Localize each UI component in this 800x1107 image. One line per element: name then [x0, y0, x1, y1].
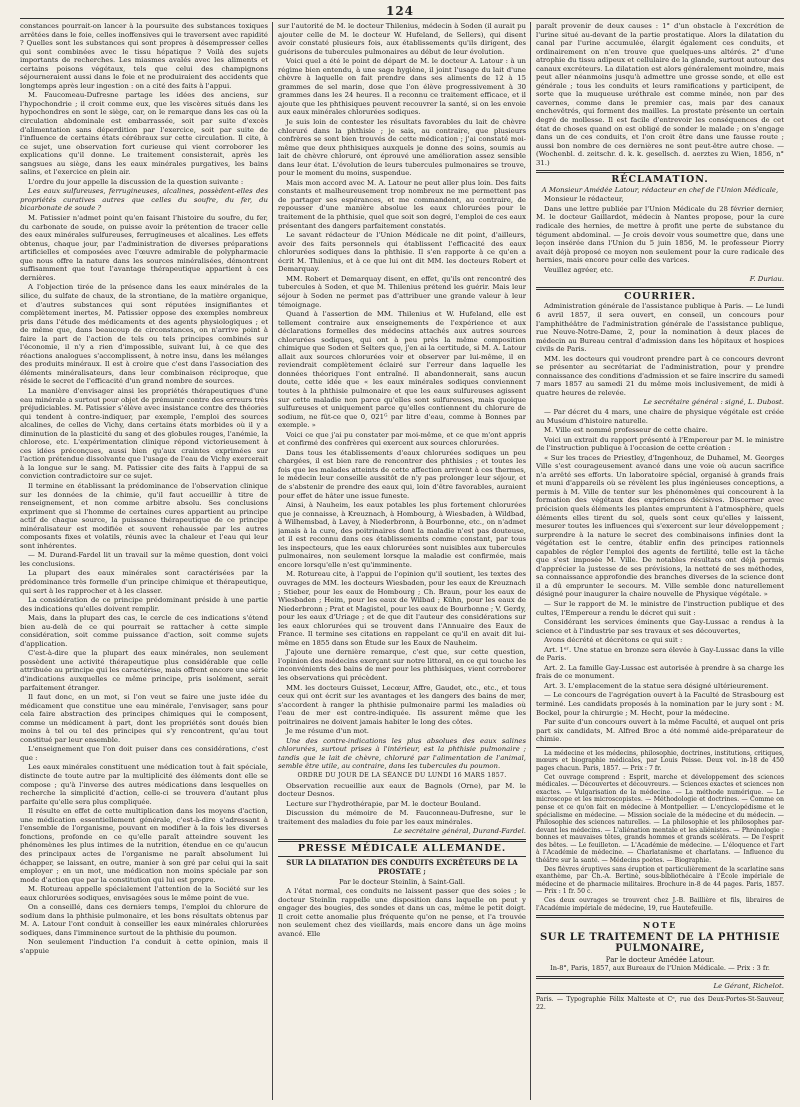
paragraph: M. Ville est nommé professeur de cette chaire.: [544, 426, 708, 435]
top-rule: [20, 18, 784, 19]
paragraph: Il résulte en effet de cette multiplication dans les moyens d'action, une médication essentiellement générale, c'est-à-dire s'adressant à l'ensemble de l'organisme, pouvant en modifier à la fois les diverses fonctions, profonde en ce qu'elle paraît atteindre souvent les phénomènes les plus intimes de la nutrition, étendue en ce qu'aucun des principaux actes de l'organisme ne paraît absolument lui échapper, se laissant, en outre, manier à son gré par celui qui la sait employer ; en un mot, une médication non moins spéciale par son mode d'action que par la constitution qui lui est propre.: [20, 807, 268, 884]
book-notice: Cet ouvrage comprend : Esprit, marche et développement des sciences médicales. — Découvertes et découvreurs. — Sciences exactes et sciences non exactes. — Vulgarisation de la médecine. — La méthode numérique. — Le microscope et les microscopistes. — Méthodologie et doctrines. — Comme on pense et ce qu'on fait en médecine à Montpellier. — L'encyclopédisme et le spécialisme en médecine. — Mission sociale de la médecine et du médecin. — Philosophie des sciences naturelles. — La philosophie et les philosophes par-devant les médecins. — L'aliénation mentale et les aliénistes. — Phrénologie : bonnes et mauvaises têtes, grands hommes et grands scélérats. — De l'esprit des bêtes. — Le feuilleton. — L'Académie de médecine. — L'éloquence et l'art à l'Académie de médecine. — Charlatanisme et charlatans. — Influence du théâtre sur la santé. — Médecins poètes. — Biographie.: [536, 773, 784, 865]
paragraph: — M. Durand-Fardel lit un travail sur la même question, dont voici les conclusions.: [20, 551, 268, 568]
paragraph: sur l'autorité de M. le docteur Thilenius, médecin à Soden (il aurait pu ajouter celle de M. le docteur W. Hufeland, de Sellers), qui disent avoir constaté plusieurs fois, aux établissements qu'ils dirigent, des guérisons de tubercules pulmonaires au début de leur évolution.: [278, 22, 526, 56]
section-heading-courrier: COURRIER.: [624, 290, 696, 302]
paragraph: C'est-à-dire que la plupart des eaux minérales, non seulement possèdent une activité thérapeutique plus considérable que celle attribuée au principe qui les caractérise, mais offrent encore une série d'indications auxquelles ce même principe, pris isolément, serait parfaitement étranger.: [20, 649, 268, 692]
paragraph: Considérant les services éminents que Gay-Lussac a rendus à la science et à l'industrie par ses travaux et ses découvertes,: [536, 618, 784, 635]
paragraph: La plupart des eaux minérales sont caractérisées par la prédominance très formelle d'un principe chimique et thérapeutique, qui sert à les rapprocher et à les classer.: [20, 569, 268, 595]
book-notice: Ces deux ouvrages se trouvent chez J.-B. Baillière et fils, libraires de l'Académie impériale de médecine, 19, rue Hautefeuille.: [536, 897, 784, 912]
paragraph: A l'objection tirée de la présence dans les eaux minérales de la silice, du sulfate de chaux, de la strontiane, de la matière organique, et d'autres substances qui sont réputées insignifiantes et complètement inertes, M. Patissier oppose des exemples nombreux pris dans l'étude des médicaments et des agents physiologiques ; et de même que, dans beaucoup de circonstances, on n'arrive point à faire la part de l'action de tels ou tels principes combinés sur l'économie, il n'y a rien d'impossible, suivant lui, à ce que des réactions analogues s'accomplissent, à notre insu, dans les mélanges des produits minéraux. Il est à croire que c'est dans l'association des éléments minéralisateurs, dans leur combinaison réciproque, que réside le secret de l'efficacité d'un grand nombre de sources.: [20, 283, 268, 386]
note-advert: [536, 921, 784, 973]
paragraph: Il faut donc, en un mot, si l'on veut se faire une juste idée du médicament que constitue une eau minérale, l'envisager, sans pour cela faire abstraction des principes chimiques qui le composent, comme un médicament à part, dont les propriétés sont doués bien moins à tel ou tel des principes qui s'y rencontrent, qu'au tout constitué par leur ensemble.: [20, 693, 268, 744]
signature-line: Le secrétaire général, Durand-Fardel.: [393, 827, 526, 836]
imprint-line: Paris. — Typographie Félix Malteste et Cᵉ, rue des Deux-Portes-St-Sauveur, 22.: [536, 996, 784, 1011]
letter-address: A Monsieur Amédée Latour, rédacteur en chef de l'Union Médicale,: [541, 185, 779, 194]
section-separator: [536, 976, 784, 979]
paragraph: Administration générale de l'assistance publique à Paris. — Le lundi 6 avril 1857, il sera ouvert, en conseil, un concours pour l'amphithéâtre de l'administration générale de l'assistance publique, rue Neuve-Notre-Dame, 2, pour la nomination à deux places de médecin au Bureau central d'admission dans les hôpitaux et hospices civils de Paris.: [536, 302, 784, 354]
signature-line: Le secrétaire général : signé, L. Dubost.: [643, 398, 784, 407]
letter-signature: F. Duriau.: [749, 275, 784, 284]
paragraph: M. Patissier n'admet point qu'en faisant l'histoire du soufre, du fer, du carbonate de soude, on puisse avoir la prétention de tracer celle des eaux minérales sulfureuses, ferrugineuses et alcalines. Les effets obtenus, chaque jour, par l'administration de diverses préparations artificielles et composées avec l'œuvre admirable de polypharmacie que nous offre la nature dans les sources minéralisées, démontrent suffisamment que tout l'avantage thérapeutique appartient à ces dernières.: [20, 214, 268, 282]
paragraph: L'enseignement que l'on doit puiser dans ces considérations, c'est que :: [20, 745, 268, 762]
book-notice: Des fièvres éruptives sans éruption et particulièrement de la scarlatine sans exanthème, par Ch.-A. Bertinè, sous-bibliothécaire à l'École impériale de médecine et de pharmacie militaires. Brochure in-8 de 44 pages. Paris, 1857. — Prix : 1 fr. 50 c.: [536, 865, 784, 896]
section-heading-presse: PRESSE MÉDICALE ALLEMANDE.: [297, 842, 507, 854]
paragraph: Discussion du mémoire de M. Fauconneau-Dufresne, sur le traitement des maladies du foie par les eaux minérales.: [278, 809, 526, 826]
column-divider: [272, 22, 273, 1100]
paragraph: MM. Robert et Demarquay disent, en effet, qu'ils ont rencontré des tubercules à Soden, et que M. Thilenius prétend les guérir. Mais leur séjour à Soden ne permet pas d'attribuer une grande valeur à leur témoignage.: [278, 274, 526, 309]
column-2: [278, 22, 526, 1102]
section-separator: [536, 170, 784, 173]
note-info: In-8°, Paris, 1857, aux Bureaux de l'Union Médicale. — Prix : 3 fr.: [550, 964, 770, 973]
paragraph: Art. 1ᵉʳ. Une statue en bronze sera élevée à Gay-Lussac dans la ville de Paris.: [536, 645, 784, 663]
paragraph: MM. les docteurs Guisset, Lecœur, Affre, Gaudet, etc., etc., et tous ceux qui ont écrit sur les avantages et les dangers des bains de mer, s'accordent à ranger la phthisie pulmonaire parmi les maladies où l'eau de mer est contre-indiquée. Ils assurent même que les poitrinaires ne doivent jamais habiter le long des côtes.: [278, 683, 526, 726]
paragraph: — Sur le rapport de M. le ministre de l'instruction publique et des cultes, l'Empereur a rendu le décret qui suit :: [536, 600, 784, 617]
column-divider: [530, 22, 531, 1100]
paragraph: Voici ce que j'ai pu constater par moi-même, et ce que m'ont appris et confirmé des confrères qui exercent aux sources chlorurées.: [278, 430, 526, 448]
page-number: 124: [385, 4, 415, 18]
paragraph: Lecture sur l'hydrothérapie, par M. le docteur Bouland.: [286, 799, 481, 808]
paragraph: La considération de ce principe prédominant préside à une partie des indications qu'elles doivent remplir.: [20, 596, 268, 613]
gerant-line: Le Gérant, Richelot.: [713, 981, 784, 990]
paragraph: M. Faucomeau-Dufresne partage les idées des anciens, sur l'hypochondrie ; il croit comme eux, que les viscères situés dans les hypochondres en sont le siège, car, on le remarque dans les cas où la circulation abdominale est embarrassée, soit par suite d'excès d'alimentation sans déperdition par l'exercice, soit par suite de l'influence de certains états cérébraux sur cette circulation. Il cite, à ce sujet, une observation fort curieuse qui vient corroborer les explications qu'il donne. Le traitement consisterait, après les sangsues au siège, dans les eaux minérales purgatives, les bains salins, et l'exercice en plein air.: [20, 91, 268, 177]
paragraph: Les eaux minérales constituent une médication tout à fait spéciale, distincte de toute autre par la multiplicité des éléments dont elle se compose ; qu'à l'inverse des autres médications dans lesquelles on recherche la simplicité d'action, celle-ci se trouvera d'autant plus parfaite qu'elle sera plus compliquée.: [20, 763, 268, 806]
section-separator: [536, 915, 784, 918]
article-author: Par le docteur Steinlin, à Saint-Gall.: [338, 877, 466, 886]
section-separator: [536, 287, 784, 290]
paragraph: Par suite d'un concours ouvert à la même Faculté, et auquel ont pris part six candidats, M. Alfred Broc a été nommé aide-préparateur de chimie.: [536, 718, 784, 744]
paragraph: Mais mon accord avec M. A. Latour ne peut aller plus loin. Des faits constants et malheureusement trop nombreux ne me permettent pas de partager ses espérances, et me commandent, au contraire, de repousser d'une manière absolue les eaux chlorurées pour le traitement de la phthisie, quel que soit son degré, l'emploi de ces eaux présentant des dangers parfaitement constatés.: [278, 178, 526, 230]
paragraph: Non seulement l'induction l'a conduit à cette opinion, mais il s'appuie: [20, 938, 268, 955]
paragraph: M. Rotureau appelle spécialement l'attention de la Société sur les eaux chlorurées sodiques, envisagées sous le même point de vue.: [20, 885, 268, 902]
column-1: [20, 22, 268, 1102]
column-3: [536, 22, 784, 1102]
paragraph: Voici un extrait du rapport présenté à l'Empereur par M. le ministre de l'instruction publique à l'occasion de cette création :: [536, 435, 784, 453]
separator: [536, 747, 784, 748]
paragraph: Mais, dans la plupart des cas, le cercle de ces indications s'étend bien au-delà de ce qui pourrait se rattacher à cette simple considération, soit comme puissance d'action, soit comme sujets d'application.: [20, 614, 268, 648]
paragraph: Il termine en établissant la prédominance de l'observation clinique sur les données de la chimie, qu'il faut accueillir à titre de renseignement, et non comme arbitre absolu. Ses conclusions expriment que si l'homme de certaines cures appartient au principe actif de chaque source, la puissance thérapeutique de ce principe minéralisateur est modifiée et souvent rehaussée par les autres composants fixes et volatils, réunis avec la chaleur et l'eau qui leur sont inhérentes.: [20, 481, 268, 550]
section-heading-reclamation: RÉCLAMATION.: [611, 174, 709, 186]
paragraph: Dans une lettre publiée par l'Union Médicale du 28 février dernier, M. le docteur Gaillardot, médecin à Nantes propose, pour la cure radicale des hernies, de mettre à profit une perte de substance du tégument abdominal. — Je crois devoir vous soumettre que, dans une leçon insérée dans l'Union du 5 juin 1856, M. le professeur Piorry avait déjà proposé ce moyen non seulement pour la cure radicale des hernies, mais encore pour celle des varices.: [536, 204, 784, 265]
paragraph: Observation recueillie aux eaux de Bagnols (Orne), par M. le docteur Desnos.: [278, 781, 526, 799]
article-heading: SUR LA DILATATION DES CONDUITS EXCRÉTEURS DE LA PROSTATE ;: [286, 858, 518, 876]
paragraph: Veuillez agréer, etc.: [544, 265, 614, 274]
paragraph: A l'état normal, ces conduits ne laissent passer que des soies ; le docteur Steinlin rappelle une disposition dans laquelle on peut y engager des bougies, des sondes et dans un cas, même le petit doigt. Il croit cette anomalie plus fréquente qu'on ne pense, et l'a trouvée non seulement chez des vieillards, mais encore dans un âge moins avancé. Elle: [278, 887, 526, 938]
section-separator: [278, 839, 526, 842]
separator: [278, 856, 526, 857]
separator: [536, 993, 784, 994]
note-title: SUR LE TRAITEMENT DE LA PHTHISIE PULMONAIRE,: [540, 931, 780, 954]
summary-italic: Une des contre-indications les plus absolues des eaux salines chlorurées, surtout prises à l'intérieur, est la phthisie pulmonaire ; tandis que le lait de chèvre, chloruré par l'alimentation de l'animal, semble être utile, au contraire, dans les tubercules du poumon.: [278, 736, 526, 771]
paragraph: Quand à l'assertion de MM. Thilenius et W. Hufeland, elle est tellement contraire aux enseignements de l'expérience et aux déclarations formelles des médecins attachés aux autres sources chlorurées sodiques, qui ont à peu près la même composition chimique que Soden et Selters que, j'en ai la certitude, si M. A. Latour allait aux sources chlorurées voir et observer par lui-même, il en reviendrait complètement éclairé sur l'erreur dans laquelle les données théoriques l'ont entraîné. Il abandonnerait, sans aucun doute, cette idée que « les eaux minérales sodiques conviennent toutes à la phthisie pulmonaire et que les eaux sulfureuses agissent sur cette maladie non parce qu'elles sont sulfureuses, mais quoique sulfureuses et uniquement parce qu'elles contiennent du chlorure de sodium, ne fût-ce que 0, 021ᴳ par litre d'eau, comme à Bonnes par exemple. »: [278, 310, 526, 430]
paragraph: paraît provenir de deux causes : 1° d'un obstacle à l'excrétion de l'urine situé au-devant de la partie prostatique. Alors la dilatation du canal par l'urine accumulée, élargit également ces conduits, et ordinairement on n'en trouve que quelques-uns altérés. 2° d'une atrophie du tissu adipeux et cellulaire de la glande, surtout autour des canaux excréteurs. La dilatation est alors généralement moindre, mais peut aller néanmoins jusqu'à admettre une grosse sonde, et elle est générale ; tous les conduits et leurs ramifications y participent, de sorte que la muqueuse uréthrale est comme minée, non par des cavernes, comme dans le premier cas, mais par des canaux enchevêtrés, qui forment des mailles. La prostate présente un certain degré de mollesse. Il est facile d'entrevoir les conséquences de cet état de choses quand on est obligé de sonder le malade ; on s'engage dans un de ces conduits, et l'on croit être dans une fausse route ; aussi bon nombre de ces dernières ne sont peut-être autre chose. — (Wochenbl. d. zeitschr. d. k. k. gesellsch. d. aerztes zu Wien, 1856, n° 31.): [536, 22, 784, 167]
paragraph: Avons décrété et décrétons ce qui suit :: [544, 636, 683, 645]
paragraph: MM. les docteurs qui voudront prendre part à ce concours devront se présenter au secrétariat de l'administration, pour y prendre connaissance des conditions d'admission et se faire inscrire du samedi 7 mars 1857 au samedi 21 du même mois inclusivement, de midi à quatre heures de relevée.: [536, 354, 784, 397]
paragraph: — Le concours de l'agrégation ouvert à la Faculté de Strasbourg est terminé. Les candidats proposés à la nomination par le jury sont : M. Bockel, pour la chirurgie ; M. Hecht, pour la médecine.: [536, 691, 784, 717]
paragraph: Voici quel a été le point de départ de M. le docteur A. Latour : à un régime bien entendu, à une sage hygiène, il joint l'usage du lait d'une chèvre à laquelle on fait prendre dans ses aliments de 12 à 15 grammes de sel marin, dose que l'on élève progressivement à 30 grammes dans les 24 heures. Il a reconnu ce traitement efficace, et il ajoute que les phthisiques peuvent recouvrer la santé, si on les envoie aux eaux minérales chlorurées sodiques.: [278, 57, 526, 117]
paragraph: M. Rotureau cite, à l'appui de l'opinion qu'il soutient, les textes des ouvrages de MM. les docteurs Wiesbaden, pour les eaux de Kreuznach ; Stieber, pour les eaux de Hombourg ; Ch. Braun, pour les eaux de Wiesbaden ; Heim, pour les eaux de Wilbad ; Kühn, pour les eaux de Niederbronn ; Prat et Magistel, pour les eaux de Bourbonne ; V. Gerdy, pour les eaux d'Uriage ; et de que dit l'auteur des considérations sur les eaux chlorurées qui se trouvent dans l'Annuaire des Eaux de France. Il termine ses citations en rappelant ce qu'il en avait dit lui-même en 1855 dans son Étude sur les Eaux de Nauheim.: [278, 570, 526, 647]
paragraph: Dans tous les établissements d'eaux chlorurées sodiques un peu chargées, il est bien rare de rencontrer des phthisies ; et toutes les fois que les malades atteints de cette affection arrivent à ces thermes, le médecin leur conseille aussitôt de n'y pas prolonger leur séjour, et de s'abstenir de prendre des eaux qui, loin d'être favorables, auraient pour effet de hâter une issue funeste.: [278, 448, 526, 500]
paragraph: constances pourrait-on lancer à la poursuite des substances toxiques arrêtées dans le foie, celles inoffensives qui le traversent avec rapidité ? Quelles sont les substances qui sont propres à désempresser celles qui sont combinées avec le tissu hépatique ? Voilà des sujets importants de recherches. Les miasmes avalés avec les aliments et certains poisons végétaux, tels que celui des champignons séjourneraient aussi dans le foie et ne produiraient des accidents que longtemps après leur ingestion : on a cité des faits à l'appui.: [20, 22, 268, 90]
paragraph: Ainsi, à Nauheim, les eaux potables les plus fortement chlorurées que je connaisse, à Kreuznach, à Hombourg, à Wiesbaden, à Wildbad, à Wilhemsbad, à Lavey, à Niederbronn, à Bourbonne, etc., on n'admet jamais à la cure, des poitrinaires dont la maladie n'est pas douteuse, et il est reconnu dans ces établissements comme constant, par tous les inspecteurs, que les eaux chlorurées sont nuisibles aux tubercules pulmonaires, non seulement lorsque la maladie est confirmée, mais encore lorsqu'elle n'est qu'imminente.: [278, 501, 526, 569]
book-notice: La médecine et les médecins, philosophie, doctrines, institutions, critiques, mœurs et biographie médicales, par Louis Peisse. Deux vol. in-18 de 450 pages chacun. Paris, 1857. — Prix : 7 fr.: [536, 749, 784, 772]
paragraph: La manière d'envisager ainsi les propriétés thérapeutiques d'une eau minérale a surtout pour objet de prémunir contre des erreurs très préjudiciables. M. Patissier s'élève avec insistance contre des théories qui tendent à contre-indiquer, par exemple, l'emploi des sources alcalines, de celles de Vichy, dans certains états morbides où il y a diminution de la plasticité du sang et des globules rouges, l'anémie, la chlorose, etc. L'expérimentation clinique répond victorieusement à ces idées préconçues, aussi bien qu'aux craintes exprimées sur l'action prétendue dissolvante que l'usage de l'eau de Vichy exercerait à la longue sur le sang. M. Patissier cite des faits à l'appui de sa conviction contradictoire sur ce sujet.: [20, 386, 268, 481]
paragraph: On a conseillé, dans ces derniers temps, l'emploi du chlorure de sodium dans la phthisie pulmonaire, et les bons résultats obtenus par M. A. Latour l'ont conduit à conseiller les eaux minérales chlorurées sodiques, dans l'imminence surtout de la phthisie du poumon.: [20, 903, 268, 937]
agenda-heading: ORDRE DU JOUR DE LA SÉANCE DU LUNDI 16 MARS 1857.: [297, 772, 507, 780]
paragraph: Je me résume d'un mot.: [286, 727, 369, 736]
paragraph: Art. 2. La famille Gay-Lussac est autorisée à prendre à sa charge les frais de ce monument.: [536, 663, 784, 681]
paragraph: « Sur les traces de Priestley, d'Ingenhouz, de Duhamel, M. Georges Ville s'est courageusement avancé dans une voie où aucun sacrifice n'a arrêté ses efforts. Un laboratoire spécial, organisé à grands frais et muni d'appareils où se révèlent les plus ingénieuses conceptions, a permis à M. Ville de tenter sur les phénomènes qui concourent à la formation des végétaux des expériences décisives. Discerner avec précision quels éléments les plantes empruntent à l'atmosphère, quels éléments elles tirent du sol, quels sont ceux qu'elles y laissent, mesurer toutes les influences qui s'exercent sur leur développement ; surprendre à la nature le secret des combinaisons infinies dont la végétation est le centre, établir enfin des principes rationnels capables de régler l'emploi des agents de fertilité, telle est la tâche que s'est imposée M. Ville. De notables résultats ont déjà permis d'apprécier la justesse de ses prévisions, la netteté de ses méthodes, sa connaissance approfondie des branches diverses de la science dont il a dû emprunter le secours. M. Ville semble donc naturellement désigné pour inaugurer la chaire nouvelle de Physique végétale. »: [536, 453, 784, 599]
note-heading: NOTE: [642, 920, 678, 931]
note-author: Par le docteur Amédée Latour.: [605, 955, 715, 964]
paragraph: Monsieur le rédacteur,: [544, 195, 624, 204]
paragraph: J'ajoute une dernière remarque, c'est que, sur cette question, l'opinion des médecins exerçant sur notre littoral, en ce qui touche les inconvénients des bains de mer pour les phthisiques, vient corroborer les observations qui précèdent.: [278, 648, 526, 683]
paragraph: L'ordre du jour appelle la discussion de la question suivante :: [28, 177, 244, 186]
paragraph: Je suis loin de contester les résultats favorables du lait de chèvre chloruré dans la phthisie ; je sais, au contraire, que plusieurs confrères se sont bien trouvés de cette médication ; j'ai constaté moi-même que deux phthisiques auxquels je donne des soins, soumis au lait de chèvre chloruré, ont éprouvé une amélioration assez sensible dans leur état. L'évolution de leurs tubercules pulmonaires se trouve, pour le moment du moins, suspendue.: [278, 118, 526, 178]
paragraph: Art. 3. L'emplacement de la statue sera désigné ultérieurement.: [544, 681, 769, 690]
question-italic: Les eaux sulfureuses, ferrugineuses, alcalines, possèdent-elles des propriétés curatives autres que celles du soufre, du fer, du bicarbonate de soude ?: [20, 187, 268, 213]
paragraph: — Par décret du 4 mars, une chaire de physique végétale est créée au Muséum d'histoire naturelle.: [536, 407, 784, 425]
paragraph: Le savant rédacteur de l'Union Médicale ne dit point, d'ailleurs, avoir des faits personnels qui établissent l'efficacité des eaux chlorurées sodiques dans la phthisie. Il s'en rapporte à ce qu'en a écrit M. Thilenius, et à ce que lui ont dit MM. les docteurs Robert et Demarquay.: [278, 231, 526, 274]
